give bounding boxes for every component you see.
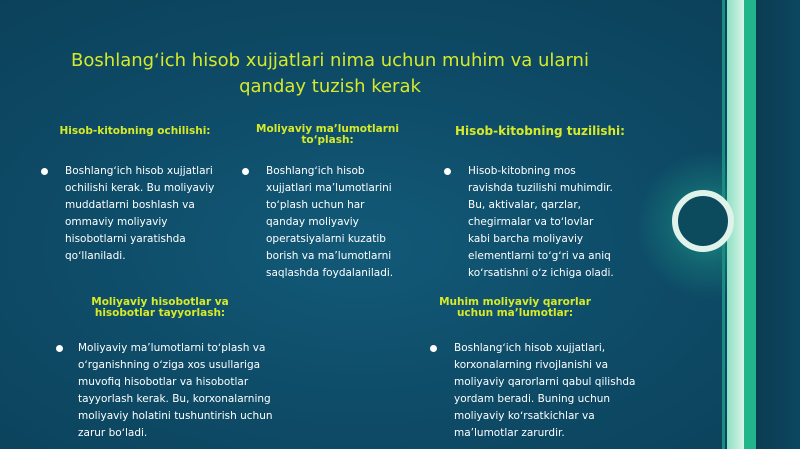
decorative-green-stripe bbox=[744, 0, 756, 449]
section-heading-financial-decisions: Muhim moliyaviy qarorlar uchun maʼlumotlar: bbox=[439, 296, 591, 319]
bullet-icon bbox=[41, 168, 48, 175]
bullet-icon bbox=[242, 168, 249, 175]
section-heading-account-structure: Hisob-kitobning tuzilishi: bbox=[455, 124, 625, 138]
bullet-icon bbox=[444, 168, 451, 175]
decorative-dark-stripe bbox=[756, 0, 800, 449]
section-heading-data-collection: Moliyaviy maʼlumotlarni toʻplash: bbox=[256, 123, 399, 146]
slide-title: Boshlangʻich hisob xujjatlari nima uchun muhim va ularni qanday tuzish kerak bbox=[71, 50, 589, 97]
section-heading-report-preparation: Moliyaviy hisobotlar va hisobotlar tayyorlash: bbox=[91, 296, 229, 319]
bullet-icon bbox=[56, 345, 63, 352]
section-body-report-preparation: Moliyaviy maʼlumotlarni toʻplash va oʻrganishning oʻziga xos usullariga muvofiq hisobotlar va hisobotlar tayyorlash kerak. Bu, korxonalarning moliyaviy holatini tushuntirish uchun zarur boʻladi. bbox=[78, 342, 273, 439]
section-body-account-structure: Hisob-kitobning mos ravishda tuzilishi muhimdir. Bu, aktivalar, qarzlar, chegirmalar va toʻlovlar kabi barcha moliyaviy elementlarni toʻgʻri va aniq koʻrsatishni oʻz ichiga oladi. bbox=[468, 165, 614, 279]
bullet-icon bbox=[430, 345, 437, 352]
section-body-financial-decisions: Boshlangʻich hisob xujjatlari, korxonalarning rivojlanishi va moliyaviy qarorlarni qabul qilishda yordam beradi. Buning uchun moliyaviy koʻrsatkichlar va maʼlumotlar zarurdir. bbox=[454, 342, 636, 439]
section-body-account-opening: Boshlangʻich hisob xujjatlari ochilishi kerak. Bu moliyaviy muddatlarni boshlash va ommaviy moliyaviy hisobotlarni yaratishda qoʻllaniladi. bbox=[65, 165, 215, 262]
section-heading-account-opening: Hisob-kitobning ochilishi: bbox=[59, 125, 211, 137]
section-body-data-collection: Boshlangʻich hisob xujjatlari maʼlumotlarini toʻplash uchun har qanday moliyaviy operatsiyalarni kuzatib borish va maʼlumotlarni saqlashda foydalaniladi. bbox=[266, 165, 394, 279]
decorative-ring bbox=[672, 190, 734, 252]
